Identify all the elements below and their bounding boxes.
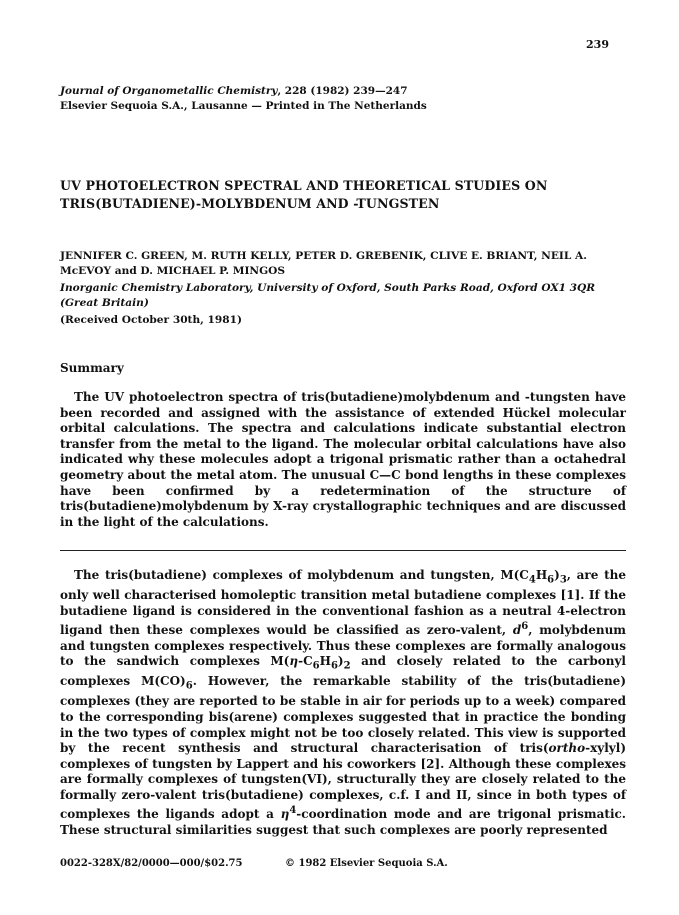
text-run: . However, the remarkable stability of the tris(butadiene) complexes (they are reported to be stable in air for periods up to a week) compared to the corresponding bis(arene) complexes suggested that in practice the bonding in the two types of complex might not be too closely related. This view is supported by the recent synthesis and structural characterisation of tris(: [60, 674, 626, 756]
subscript: 2: [343, 660, 351, 672]
text-run: -xylyl) complexes of tungsten by Lappert and his coworkers [2]. Although these complexes are formally complexes of tungsten(VI), structurally they are closely related to the formally zero-valent tris(butadiene) complexes, c.f. I and II, since in both types of complexes the ligands adopt a: [60, 741, 626, 822]
subscript: 4: [528, 574, 536, 586]
text-run: ): [337, 654, 344, 669]
subscript: 6: [185, 680, 193, 692]
text-run: H: [319, 654, 331, 669]
affiliation: Inorganic Chemistry Laboratory, University of Oxford, South Parks Road, Oxford OX1 3QR (Great Britain): [60, 282, 596, 309]
copyright: © 1982 Elsevier Sequoia S.A.: [285, 858, 448, 869]
text-run: and closely related to the carbonyl complexes M(CO): [60, 654, 626, 689]
journal-citation: [60, 84, 427, 114]
text-run: H: [535, 568, 548, 582]
italic-run: d: [512, 623, 522, 638]
text-run: ): [554, 568, 560, 582]
text-run: , are the only well characterised homoleptic transition metal butadiene complexes [1]. If the butadiene ligand is considered in the conventional fashion as a neutral 4-electron ligand then these complexes would be classified as zero-valent,: [60, 568, 626, 638]
subscript: 6: [330, 660, 338, 672]
summary-heading: Summary: [60, 361, 124, 375]
text-run: -C: [298, 654, 313, 669]
received-date: (Received October 30th, 1981): [60, 314, 243, 326]
journal-line-2: Elsevier Sequoia S.A., Lausanne — Printed in The Netherlands: [60, 100, 427, 112]
superscript: 6: [521, 621, 529, 633]
section-divider: [60, 550, 626, 551]
superscript: 4: [289, 805, 297, 817]
journal-line-1: [60, 84, 427, 99]
authors: JENNIFER C. GREEN, M. RUTH KELLY, PETER D. GREBENIK, CLIVE E. BRIANT, NEIL A. McEVOY and D. MICHAEL P. MINGOS: [60, 250, 587, 277]
abstract-text: The UV photoelectron spectra of tris(butadiene)molybdenum and -tungsten have been recorded and assigned with the assistance of extended Hückel molecular orbital calculations. The spectra and calculations indicate substantial electron transfer from the metal to the ligand. The molecular orbital calculations have also indicated why these molecules adopt a trigonal prismatic rather than a octahedral geometry about the metal atom. The unusual C—C bond lengths in these complexes have been confirmed by a redetermination of the structure of tris(butadiene)molybdenum by X-ray crystallographic techniques and are discussed in the light of the calculations.: [60, 390, 626, 529]
text-run: The tris(butadiene) complexes of molybdenum and tungsten, M(C: [74, 568, 529, 582]
subscript: 3: [559, 574, 567, 586]
journal-details: , 228 (1982) 239—247: [277, 85, 408, 97]
abstract: [60, 390, 626, 530]
body-paragraph: [60, 568, 626, 839]
text-run: , molybdenum and tungsten complexes respectively. Thus these complexes are formally analogous to the sandwich complexes M(: [60, 623, 626, 669]
paper-title: UV PHOTOELECTRON SPECTRAL AND THEORETICAL STUDIES ON TRIS(BUTADIENE)-MOLYBDENUM AND -TUNGSTEN: [60, 178, 548, 211]
page-number: 239: [586, 38, 609, 51]
subscript: 6: [312, 660, 320, 672]
journal-name: Journal of Organometallic Chemistry: [60, 85, 278, 97]
text-run: -coordination mode and are trigonal prismatic. These structural similarities suggest that such complexes are poorly represented: [60, 807, 626, 838]
body-text: [60, 568, 626, 839]
italic-run: η: [289, 654, 299, 669]
price-code: 0022-328X/82/0000—000/$02.75: [60, 858, 243, 869]
subscript: 6: [547, 574, 555, 586]
italic-run: η: [280, 807, 290, 822]
italic-run: ortho: [548, 741, 586, 756]
